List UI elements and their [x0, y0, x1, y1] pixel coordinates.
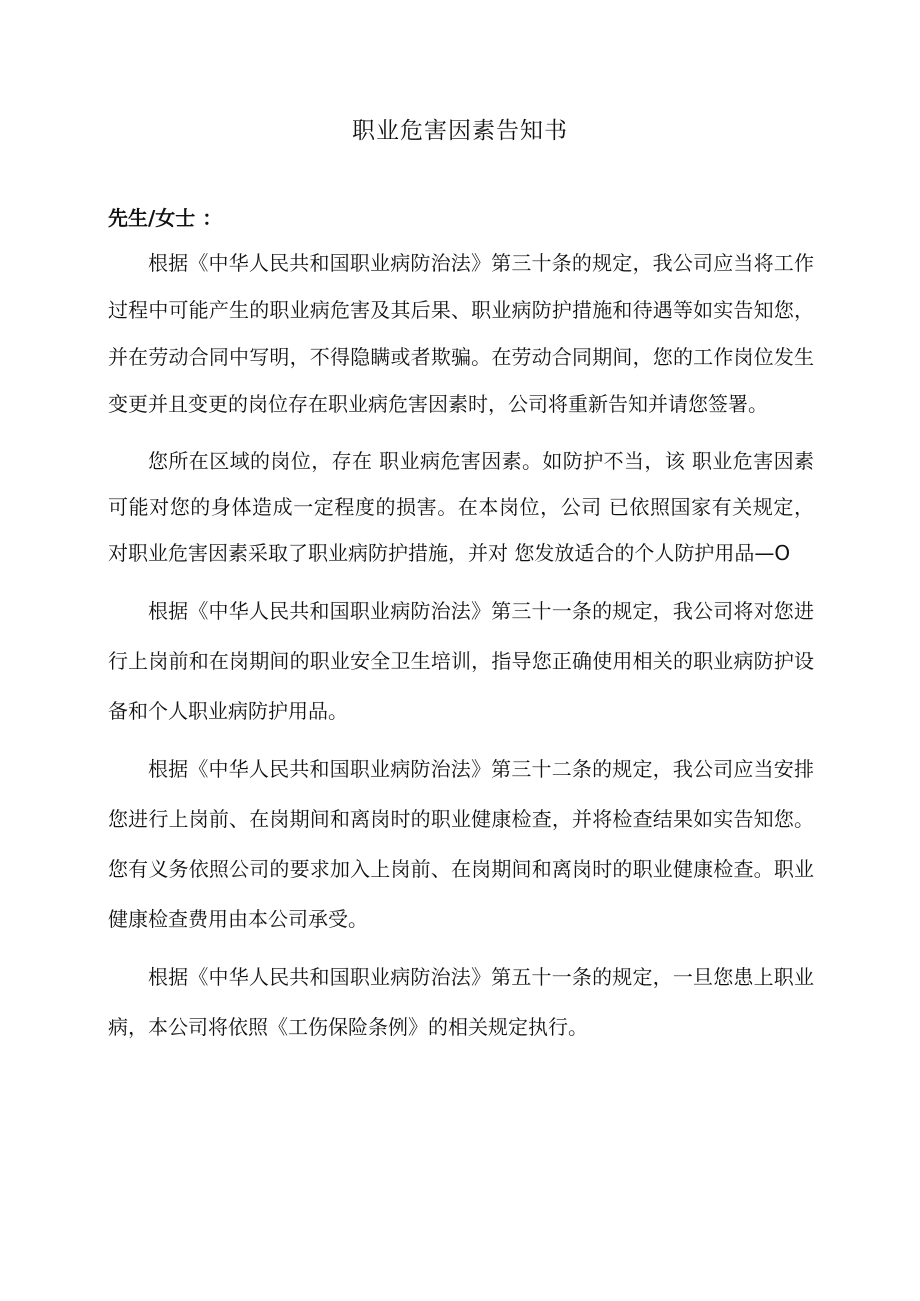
- document-title: 职业危害因素告知书: [352, 118, 568, 144]
- paragraph-article-51: 根据《中华人民共和国职业病防治法》第五十一条的规定，一旦您患上职业病，本公司将依照《工伤保险条例》的相关规定执行。: [108, 965, 814, 1039]
- paragraph-hazard-exposure: 您所在区域的岗位，存在 职业病危害因素。如防护不当，该 职业危害因素可能对您的身体造成一定程度的损害。在本岗位，公司 已依照国家有关规定，对职业危害因素采取了职业病防护措施，并对 您发放适合的个人防护用品—O: [108, 449, 814, 565]
- salutation: 先生/女士 ：: [108, 206, 223, 230]
- paragraph-article-30: 根据《中华人民共和国职业病防治法》第三十条的规定，我公司应当将工作过程中可能产生的职业病危害及其后果、职业病防护措施和待遇等如实告知您，并在劳动合同中写明，不得隐瞒或者欺骗。在劳动合同期间，您的工作岗位发生变更并且变更的岗位存在职业病危害因素时，公司将重新告知并请您签署。: [108, 251, 814, 416]
- document-body: [108, 240, 814, 1062]
- paragraph-article-32: 根据《中华人民共和国职业病防治法》第三十二条的规定，我公司应当安排您进行上岗前、在岗期间和离岗时的职业健康检查，并将检查结果如实告知您。您有义务依照公司的要求加入上岗前、在岗期间和离岗时的职业健康检查。职业健康检查费用由本公司承受。: [108, 757, 814, 931]
- paragraph-article-31: 根据《中华人民共和国职业病防治法》第三十一条的规定，我公司将对您进行上岗前和在岗期间的职业安全卫生培训，指导您正确使用相关的职业病防护设备和个人职业病防护用品。: [108, 599, 814, 723]
